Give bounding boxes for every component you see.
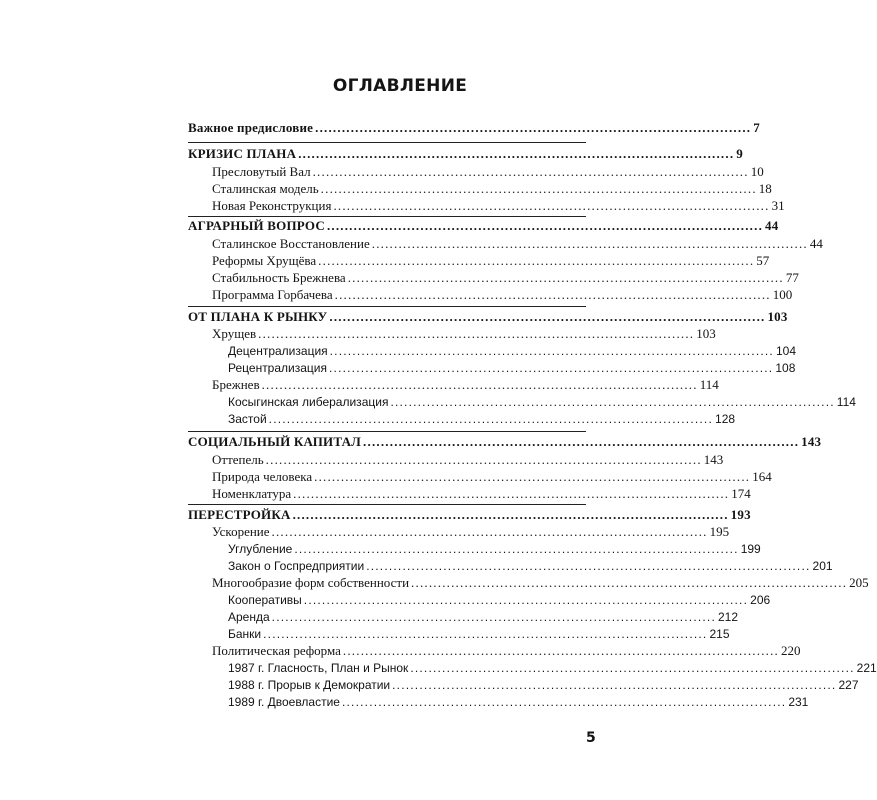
dot-leader: .................................................................................................. <box>265 452 702 467</box>
toc-entry: Стабильность Брежнева .................................................................................................. 77 <box>212 270 799 285</box>
toc-section-heading: АГРАРНЫЙ ВОПРОС .................................................................................................. 44 <box>188 218 779 233</box>
toc-entry: Политическая реформа .................................................................................................. 220 <box>212 643 801 658</box>
dot-leader: .................................................................................................. <box>298 146 735 161</box>
dot-leader: .................................................................................................. <box>392 678 837 692</box>
toc-subentry: Децентрализация .................................................................................................. 104 <box>228 344 797 358</box>
dot-leader: .................................................................................................. <box>366 559 811 573</box>
page-number: 5 <box>586 730 596 746</box>
section-divider <box>188 142 586 143</box>
toc-entry: Брежнев .................................................................................................. 114 <box>212 377 719 392</box>
page-title: ОГЛАВЛЕНИЕ <box>332 76 468 96</box>
dot-leader: .................................................................................................. <box>263 627 708 641</box>
dot-leader: .................................................................................................. <box>333 198 770 213</box>
dot-leader: .................................................................................................. <box>329 309 766 324</box>
dot-leader: .................................................................................................. <box>341 695 787 709</box>
toc-subentry: Застой .................................................................................................. 128 <box>228 412 736 426</box>
toc-subentry: Аренда .................................................................................................. 212 <box>228 610 739 624</box>
dot-leader: .................................................................................................. <box>293 486 730 501</box>
toc-entry: Реформы Хрущёва .................................................................................................. 57 <box>212 253 770 268</box>
dot-leader: .................................................................................................. <box>410 661 855 675</box>
toc-entry: Ускорение .................................................................................................. 195 <box>212 524 730 539</box>
toc-entry: Оттепель .................................................................................................. 143 <box>212 452 724 467</box>
dot-leader: .................................................................................................. <box>334 287 771 302</box>
toc-subentry: Закон о Госпредприятии .................................................................................................. 201 <box>228 559 833 573</box>
toc-subentry: Углубление .................................................................................................. 199 <box>228 542 761 556</box>
dot-leader: .................................................................................................. <box>271 524 708 539</box>
toc-section-heading: ОТ ПЛАНА К РЫНКУ .................................................................................................. 103 <box>188 309 788 324</box>
dot-leader: .................................................................................................. <box>329 361 774 375</box>
toc-subentry: 1988 г. Прорыв к Демократии .................................................................................................. 227 <box>228 678 859 692</box>
toc-entry-preface: Важное предисловие .................................................................................................. 7 <box>188 120 760 135</box>
toc-entry: Сталинская модель .................................................................................................. 18 <box>212 181 772 196</box>
toc-entry: Номенклатура .................................................................................................. 174 <box>212 486 751 501</box>
toc-subentry: Косыгинская либерализация .................................................................................................. 114 <box>228 395 856 409</box>
section-divider <box>188 216 586 217</box>
toc-subentry: Банки .................................................................................................. 215 <box>228 627 730 641</box>
dot-leader: .................................................................................................. <box>294 542 739 556</box>
dot-leader: .................................................................................................. <box>268 412 714 426</box>
toc-entry: Природа человека .................................................................................................. 164 <box>212 469 772 484</box>
dot-leader: .................................................................................................. <box>303 593 749 607</box>
dot-leader: .................................................................................................. <box>312 164 749 179</box>
toc-section-heading: КРИЗИС ПЛАНА .................................................................................................. 9 <box>188 146 743 161</box>
dot-leader: .................................................................................................. <box>315 120 752 135</box>
toc-section-heading: СОЦИАЛЬНЫЙ КАПИТАЛ .................................................................................................. 143 <box>188 434 822 449</box>
dot-leader: .................................................................................................. <box>326 218 764 233</box>
toc-section-heading: ПЕРЕСТРОЙКА .................................................................................................. 193 <box>188 507 751 522</box>
toc-subentry: Рецентрализация .................................................................................................. 108 <box>228 361 796 375</box>
toc-subentry: 1989 г. Двоевластие .................................................................................................. 231 <box>228 695 809 709</box>
dot-leader: .................................................................................................. <box>258 326 695 341</box>
section-divider <box>188 431 586 432</box>
toc-entry: Хрущев .................................................................................................. 103 <box>212 326 716 341</box>
section-divider <box>188 306 586 307</box>
dot-leader: .................................................................................................. <box>371 236 808 251</box>
toc-entry: Новая Реконструкция .................................................................................................. 31 <box>212 198 785 213</box>
dot-leader: .................................................................................................. <box>329 344 774 358</box>
toc-entry: Сталинское Восстановление .................................................................................................. 44 <box>212 236 823 251</box>
dot-leader: .................................................................................................. <box>261 377 698 392</box>
toc-entry: Многообразие форм собственности .................................................................................................. 205 <box>212 575 869 590</box>
toc-entry: Пресловутый Вал .................................................................................................. 10 <box>212 164 764 179</box>
dot-leader: .................................................................................................. <box>390 395 835 409</box>
toc-subentry: Кооперативы .................................................................................................. 206 <box>228 593 771 607</box>
dot-leader: .................................................................................................. <box>320 181 757 196</box>
dot-leader: .................................................................................................. <box>318 253 755 268</box>
dot-leader: .................................................................................................. <box>363 434 800 449</box>
toc-subentry: 1987 г. Гласность, План и Рынок .................................................................................................. 221 <box>228 661 877 675</box>
dot-leader: .................................................................................................. <box>411 575 848 590</box>
dot-leader: .................................................................................................. <box>292 507 729 522</box>
dot-leader: .................................................................................................. <box>271 610 716 624</box>
toc-entry: Программа Горбачева .................................................................................................. 100 <box>212 287 793 302</box>
dot-leader: .................................................................................................. <box>314 469 751 484</box>
section-divider <box>188 504 586 505</box>
dot-leader: .................................................................................................. <box>347 270 784 285</box>
dot-leader: .................................................................................................. <box>342 643 779 658</box>
